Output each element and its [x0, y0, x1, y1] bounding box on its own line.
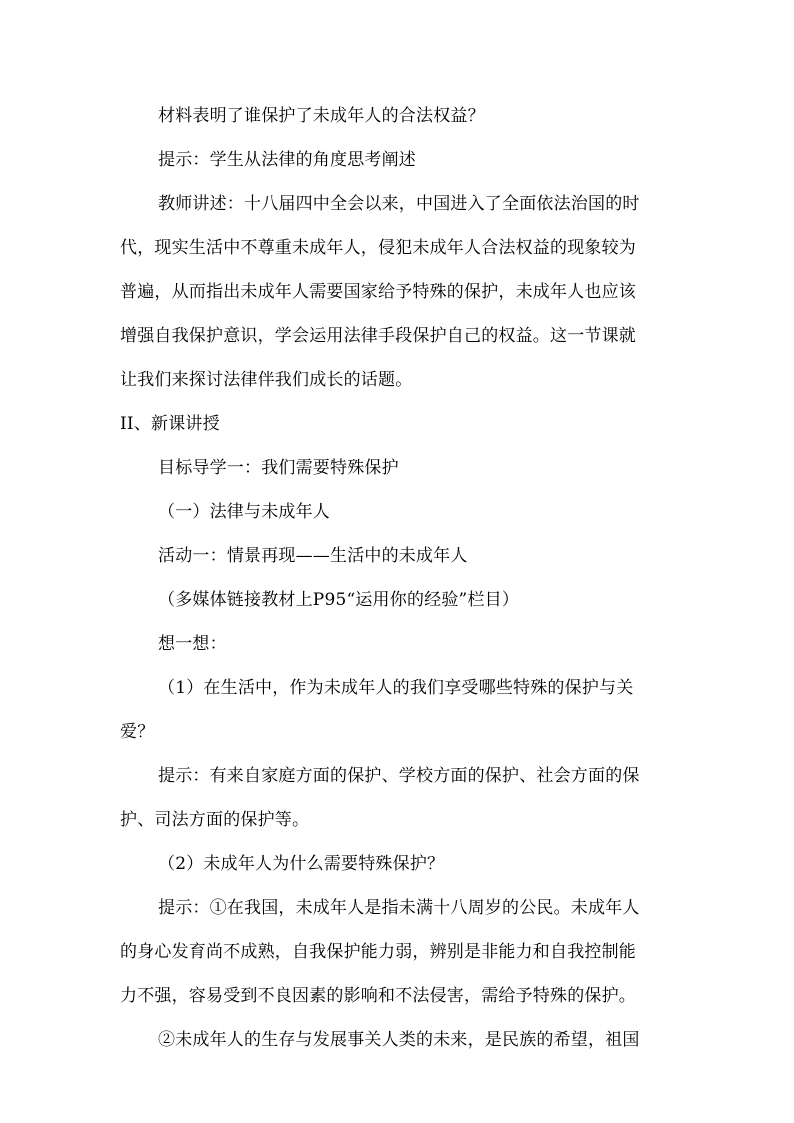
question-2: （2）未成年人为什么需要特殊保护？ [158, 854, 445, 874]
think-prompt: 想一想： [158, 634, 227, 654]
multimedia-note: （多媒体链接教材上P95“运用你的经验”栏目） [158, 590, 520, 610]
hint-line: 提示：学生从法律的角度思考阐述 [158, 150, 416, 170]
hint-2-line-1: 提示：①在我国，未成年人是指未满十八周岁的公民。未成年人 [158, 898, 640, 918]
activity-heading: 活动一：情景再现——生活中的未成年人 [158, 546, 468, 566]
question-1-line-2: 爱？ [120, 722, 155, 742]
teacher-statement-line-2: 代，现实生活中不尊重未成年人，侵犯未成年人合法权益的现象较为 [120, 238, 636, 258]
goal-heading: 目标导学一：我们需要特殊保护 [158, 458, 399, 478]
question-1-line-1: （1）在生活中，作为未成年人的我们享受哪些特殊的保护与关 [158, 678, 634, 698]
teacher-statement-line-5: 让我们来探讨法律伴我们成长的话题。 [120, 370, 413, 390]
teacher-statement-line-4: 增强自我保护意识，学会运用法律手段保护自己的权益。这一节课就 [120, 326, 636, 346]
hint-1-line-2: 护、司法方面的保护等。 [120, 810, 310, 830]
section-heading: II、新课讲授 [120, 414, 220, 434]
hint-2-line-3: 力不强，容易受到不良因素的影响和不法侵害，需给予特殊的保护。 [120, 986, 636, 1006]
hint-1-line-1: 提示：有来自家庭方面的保护、学校方面的保护、社会方面的保 [158, 766, 640, 786]
subsection-heading: （一）法律与未成年人 [158, 502, 330, 522]
hint-2-line-4: ②未成年人的生存与发展事关人类的未来，是民族的希望，祖国 [158, 1030, 640, 1050]
teacher-statement-line-1: 教师讲述：十八届四中全会以来，中国进入了全面依法治国的时 [158, 194, 640, 214]
hint-2-line-2: 的身心发育尚不成熟，自我保护能力弱，辨别是非能力和自我控制能 [120, 942, 636, 962]
teacher-statement-line-3: 普遍，从而指出未成年人需要国家给予特殊的保护，未成年人也应该 [120, 282, 636, 302]
question-line: 材料表明了谁保护了未成年人的合法权益？ [158, 106, 485, 126]
